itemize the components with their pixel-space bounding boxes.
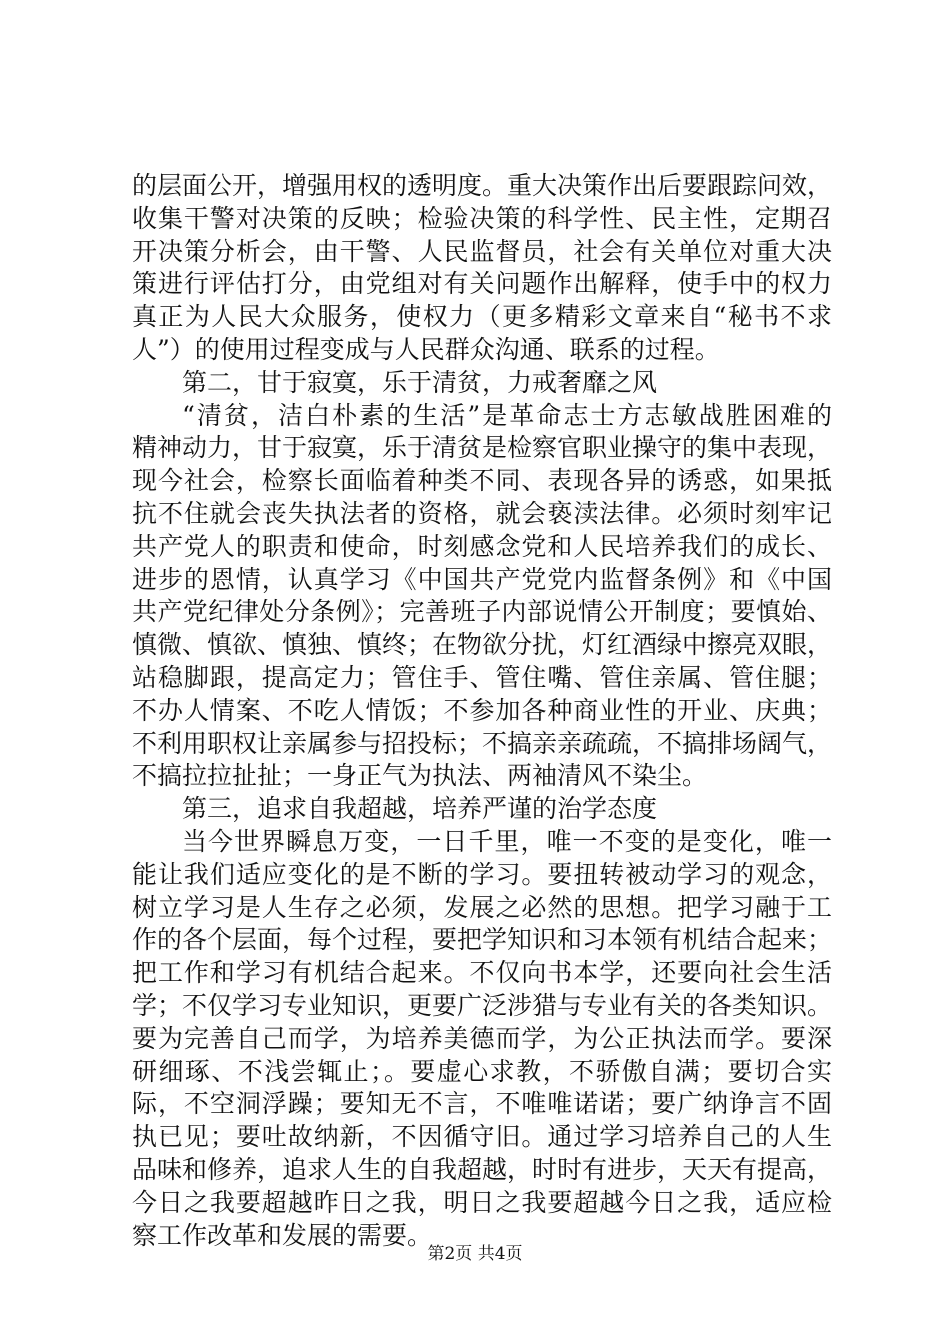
page-footer: 第2页 共4页 [427,1244,523,1264]
text-line: 执已见；要吐故纳新，不因循守旧。通过学习培养自己的人生 [132,1122,832,1152]
text-line: 不搞拉拉扯扯；一身正气为执法、两袖清风不染尘。 [132,761,708,791]
text-line: 进步的恩情，认真学习《中国共产党党内监督条例》和《中国 [132,564,832,594]
text-line: 慎微、慎欲、慎独、慎终；在物欲分扰，灯红酒绿中擦亮双眼， [132,630,833,660]
text-line: 共产党纪律处分条例》；完善班子内部说情公开制度；要慎始、 [132,597,832,627]
text-line: 树立学习是人生存之必须，发展之必然的思想。把学习融于工 [132,892,832,922]
text-line: 察工作改革和发展的需要。 [132,1220,433,1250]
text-line: 把工作和学习有机结合起来。不仅向书本学，还要向社会生活 [132,958,832,988]
text-line: 抗不住就会丧失执法者的资格，就会亵渎法律。必须时刻牢记 [132,498,832,528]
text-line: 的层面公开，增强用权的透明度。重大决策作出后要跟踪问效， [132,171,833,200]
text-line: 研细琢、不浅尝辄止；。要虚心求教，不骄傲自满；要切合实 [132,1056,832,1086]
text-line: 开决策分析会，由干警、人民监督员，社会有关单位对重大决 [132,236,832,266]
text-line: 品味和修养，追求人生的自我超越，时时有进步，天天有提高， [132,1154,833,1184]
section-heading-3: 第三，追求自我超越，培养严谨的治学态度 [182,794,658,824]
text-line: 际，不空洞浮躁；要知无不言，不唯唯诺诺；要广纳诤言不固 [132,1089,832,1119]
document-body [132,170,832,1252]
text-line: 精神动力，甘于寂寞，乐于清贫是检察官职业操守的集中表现， [132,433,833,463]
text-line: 真正为人民大众服务，使权力（更多精彩文章来自“秘书不求 [132,302,832,332]
text-line: 能让我们适应变化的是不断的学习。要扭转被动学习的观念， [132,859,832,889]
text-line: 当今世界瞬息万变，一日千里，唯一不变的是变化，唯一 [182,826,832,856]
text-line: 站稳脚跟，提高定力；管住手、管住嘴、管住亲属、管住腿； [132,662,832,692]
text-line: “清贫，洁白朴素的生活”是革命志士方志敏战胜困难的 [182,400,832,430]
section-heading-2: 第二，甘于寂寞，乐于清贫，力戒奢靡之风 [182,367,658,397]
text-line: 不利用职权让亲属参与招投标；不搞亲亲疏疏，不搞排场阔气， [132,728,833,758]
text-line: 策进行评估打分，由党组对有关问题作出解释，使手中的权力 [132,269,832,299]
text-line: 今日之我要超越昨日之我，明日之我要超越今日之我，适应检 [132,1187,832,1217]
text-line: 学；不仅学习专业知识，更要广泛涉猎与专业有关的各类知识。 [132,990,833,1020]
text-line: 不办人情案、不吃人情饭；不参加各种商业性的开业、庆典； [132,695,832,725]
text-line: 要为完善自己而学，为培养美德而学，为公正执法而学。要深 [132,1023,832,1053]
text-line: 作的各个层面，每个过程，要把学知识和习本领有机结合起来； [132,925,833,955]
text-line: 现今社会，检察长面临着种类不同、表现各异的诱惑，如果抵 [132,466,832,496]
text-line: 共产党人的职责和使命，时刻感念党和人民培养我们的成长、 [132,531,832,561]
text-line: 收集干警对决策的反映；检验决策的科学性、民主性，定期召 [132,203,832,233]
text-line: 人”）的使用过程变成与人民群众沟通、联系的过程。 [132,334,720,364]
